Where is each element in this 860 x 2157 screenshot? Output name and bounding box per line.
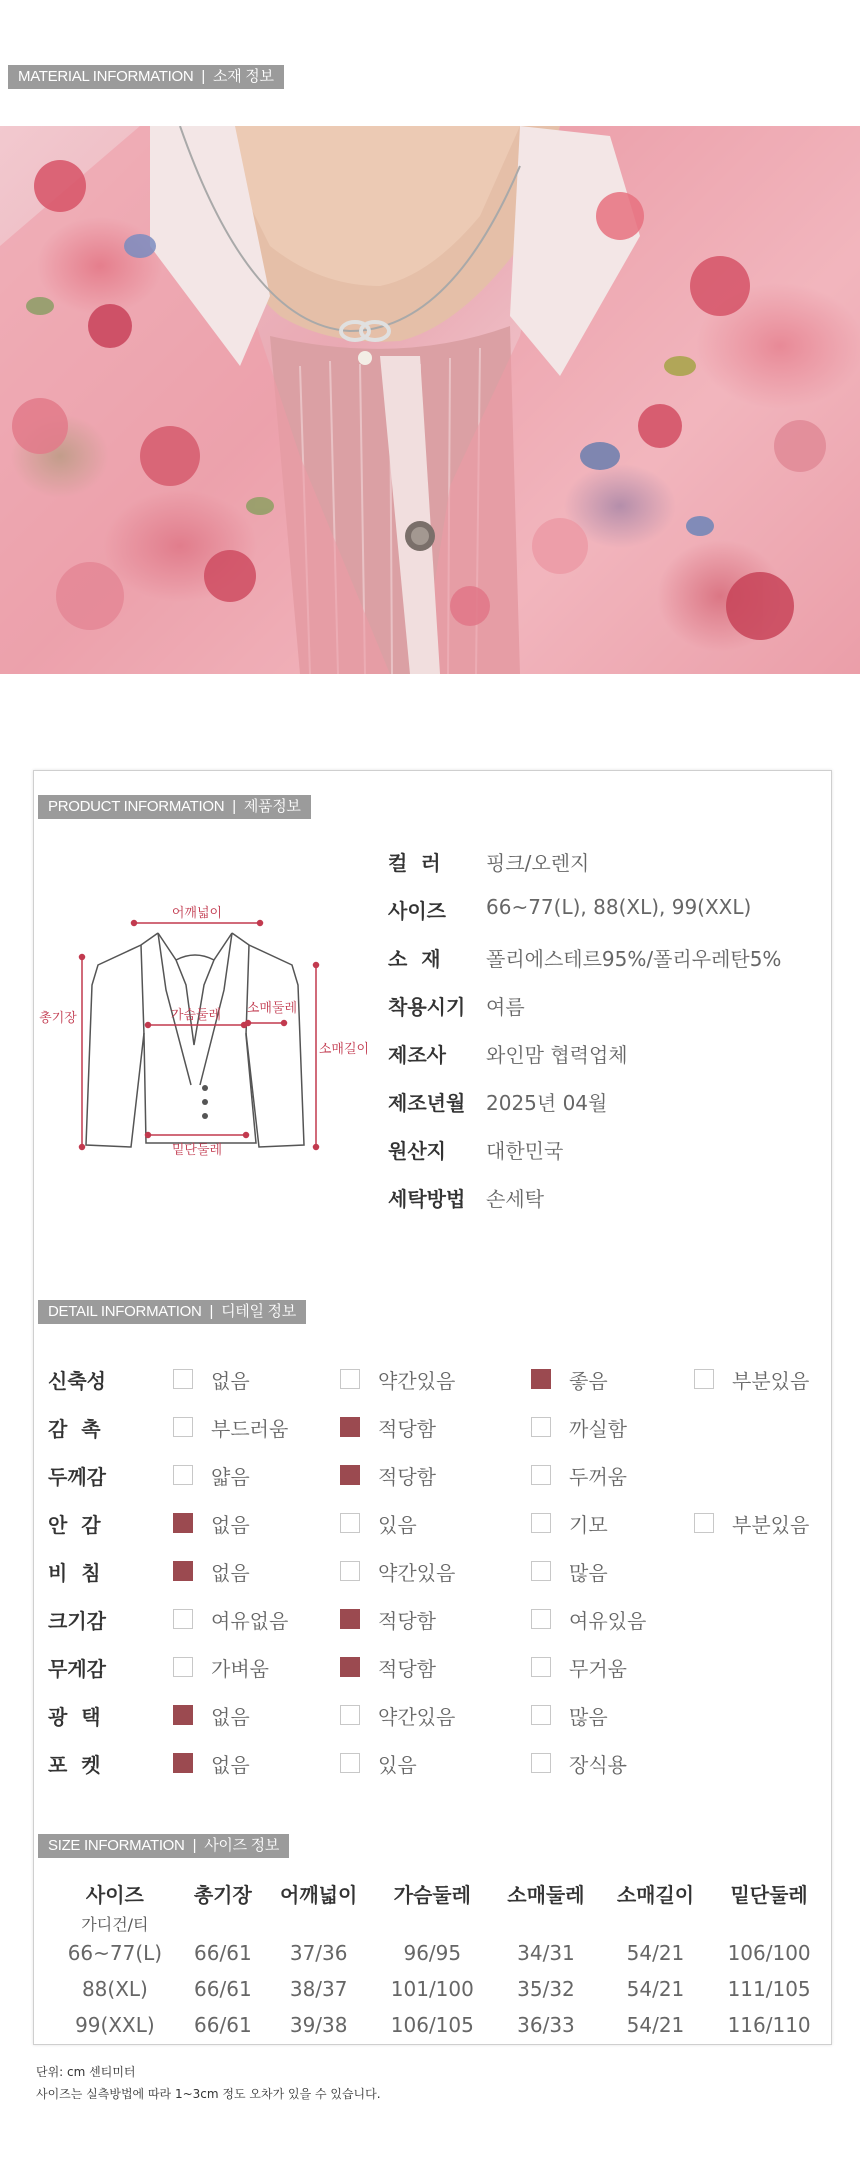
checkbox-checked xyxy=(340,1657,360,1677)
detail-option-label: 약간있음 xyxy=(378,1369,456,1393)
detail-tag-en: DETAIL INFORMATION xyxy=(48,1303,202,1320)
checkbox-unchecked xyxy=(531,1657,551,1677)
table-cell: 36/33 xyxy=(517,2013,575,2037)
checkbox-unchecked xyxy=(694,1369,714,1389)
table-cell: 38/37 xyxy=(289,1977,348,2001)
product-row-value: 여름 xyxy=(486,995,525,1019)
table-row xyxy=(48,1935,828,1971)
product-row-label: 세탁방법 xyxy=(388,1187,466,1211)
tag-separator: | xyxy=(192,1837,197,1854)
table-cell: 116/110 xyxy=(727,2013,811,2037)
detail-option-label: 많음 xyxy=(569,1705,608,1729)
size-col-header: 밑단둘레 xyxy=(730,1882,808,1907)
unit-note: 단위: cm 센티미터 xyxy=(36,2065,136,2079)
detail-option-label: 없음 xyxy=(211,1753,250,1777)
table-cell: 35/32 xyxy=(517,1977,575,2001)
table-cell: 106/100 xyxy=(727,1941,811,1965)
detail-option-label: 있음 xyxy=(378,1753,417,1777)
detail-option-label: 약간있음 xyxy=(378,1561,456,1585)
detail-row-label: 두께감 xyxy=(48,1465,106,1489)
checkbox-checked xyxy=(173,1513,193,1533)
detail-row-label: 안 감 xyxy=(48,1513,101,1537)
size-col-header: 가슴둘레 xyxy=(393,1882,471,1907)
table-cell: 96/95 xyxy=(403,1941,462,1965)
detail-option-label: 없음 xyxy=(211,1369,250,1393)
checkbox-checked xyxy=(173,1753,193,1773)
detail-option-label: 없음 xyxy=(211,1513,250,1537)
detail-row-label: 광 택 xyxy=(48,1705,101,1729)
checkbox-checked xyxy=(340,1465,360,1485)
size-table-subheader-row xyxy=(48,1912,828,1935)
material-info-tag xyxy=(8,65,284,89)
product-photo xyxy=(0,126,860,674)
checkbox-checked xyxy=(340,1609,360,1629)
detail-option-label: 없음 xyxy=(211,1561,250,1585)
detail-option-label: 부분있음 xyxy=(732,1513,810,1537)
tag-separator: | xyxy=(232,798,236,815)
checkbox-unchecked xyxy=(531,1705,551,1725)
detail-option-label: 여유있음 xyxy=(569,1609,647,1633)
detail-option-label: 부드러움 xyxy=(211,1417,289,1441)
detail-option-label: 좋음 xyxy=(569,1369,608,1393)
detail-option-label: 기모 xyxy=(569,1513,608,1537)
detail-row xyxy=(48,1461,828,1491)
table-cell: 99(XXL) xyxy=(75,2013,155,2037)
size-col-header: 어깨넓이 xyxy=(280,1882,358,1907)
diagram-total-length-label: 총기장 xyxy=(39,1011,77,1026)
detail-option-label: 적당함 xyxy=(378,1657,436,1681)
diagram-chest-label: 가슴둘레 xyxy=(170,1008,222,1023)
table-cell: 66/61 xyxy=(194,1977,252,2001)
detail-row xyxy=(48,1701,828,1731)
detail-tag-ko: 디테일 정보 xyxy=(221,1303,296,1320)
detail-row-label: 포 켓 xyxy=(48,1753,101,1777)
detail-option-label: 있음 xyxy=(378,1513,417,1537)
product-info-tag xyxy=(38,795,311,819)
diagram-shoulder-label: 어깨넓이 xyxy=(171,906,223,921)
detail-row xyxy=(48,1653,828,1683)
material-tag-ko: 소재 정보 xyxy=(213,68,274,85)
diagram-sleeve-circ-label: 소매둘레 xyxy=(246,1001,298,1016)
jacket-measurement-diagram xyxy=(36,885,376,1175)
checkbox-unchecked xyxy=(531,1753,551,1773)
checkbox-unchecked xyxy=(340,1513,360,1533)
detail-row xyxy=(48,1413,828,1443)
checkbox-unchecked xyxy=(531,1513,551,1533)
checkbox-unchecked xyxy=(531,1561,551,1581)
checkbox-checked xyxy=(340,1417,360,1437)
floral-blouse-illustration xyxy=(0,126,860,674)
product-row-value: 와인맘 협력업체 xyxy=(486,1043,628,1067)
diagram-hem-label: 밑단둘레 xyxy=(171,1143,223,1158)
detail-info-tag xyxy=(38,1300,306,1324)
product-row-label: 원산지 xyxy=(388,1139,446,1163)
detail-option-label: 까실함 xyxy=(569,1417,627,1441)
detail-option-label: 약간있음 xyxy=(378,1705,456,1729)
checkbox-unchecked xyxy=(340,1753,360,1773)
detail-option-label: 가벼움 xyxy=(211,1657,269,1681)
detail-option-label: 장식용 xyxy=(569,1753,627,1777)
product-row-value: 폴리에스테르95%/폴리우레탄5% xyxy=(486,947,782,971)
size-table xyxy=(48,1874,828,2043)
checkbox-unchecked xyxy=(173,1417,193,1437)
table-cell: 37/36 xyxy=(289,1941,348,1965)
checkbox-checked xyxy=(531,1369,551,1389)
checkbox-unchecked xyxy=(173,1609,193,1629)
checkbox-unchecked xyxy=(694,1513,714,1533)
diagram-sleeve-length-label: 소매길이 xyxy=(318,1042,370,1057)
product-row-value: 핑크/오렌지 xyxy=(486,851,590,875)
size-col-header: 소매길이 xyxy=(616,1882,695,1907)
table-cell: 54/21 xyxy=(626,2013,685,2037)
checkbox-unchecked xyxy=(531,1465,551,1485)
detail-row xyxy=(48,1605,828,1635)
detail-row xyxy=(48,1365,828,1395)
detail-row-label: 감 촉 xyxy=(48,1417,101,1441)
table-cell: 39/38 xyxy=(289,2013,348,2037)
product-row-label: 제조사 xyxy=(388,1043,446,1067)
table-row xyxy=(48,1971,828,2007)
product-row-label: 소 재 xyxy=(388,947,441,971)
table-cell: 88(XL) xyxy=(81,1977,148,2001)
checkbox-checked xyxy=(173,1561,193,1581)
detail-option-label: 적당함 xyxy=(378,1417,436,1441)
checkbox-unchecked xyxy=(340,1561,360,1581)
detail-row-label: 비 침 xyxy=(48,1561,101,1585)
table-cell: 66/61 xyxy=(194,2013,252,2037)
size-sub-header: 가디건/티 xyxy=(81,1915,149,1934)
detail-row-label: 크기감 xyxy=(48,1609,106,1633)
product-row-value: 66~77(L), 88(XL), 99(XXL) xyxy=(486,895,752,919)
checkbox-checked xyxy=(173,1705,193,1725)
detail-option-label: 많음 xyxy=(569,1561,608,1585)
detail-option-label: 두꺼움 xyxy=(569,1465,627,1489)
product-row-label: 제조년월 xyxy=(388,1091,466,1115)
checkbox-unchecked xyxy=(173,1465,193,1485)
product-tag-ko: 제품정보 xyxy=(243,798,301,815)
product-row-value: 대한민국 xyxy=(486,1139,564,1163)
detail-row xyxy=(48,1749,828,1779)
table-cell: 54/21 xyxy=(626,1977,685,2001)
product-tag-en: PRODUCT INFORMATION xyxy=(48,798,225,815)
table-cell: 66/61 xyxy=(194,1941,252,1965)
table-cell: 54/21 xyxy=(626,1941,685,1965)
size-col-header: 사이즈 xyxy=(85,1882,144,1907)
table-cell: 111/105 xyxy=(727,1977,811,2001)
detail-option-label: 부분있음 xyxy=(732,1369,810,1393)
detail-option-label: 무거움 xyxy=(569,1657,627,1681)
checkbox-unchecked xyxy=(340,1369,360,1389)
tag-separator: | xyxy=(209,1303,214,1320)
size-tag-en: SIZE INFORMATION xyxy=(48,1837,185,1854)
detail-row-label: 신축성 xyxy=(48,1369,106,1393)
product-row-value: 2025년 04월 xyxy=(486,1091,608,1115)
size-info-tag xyxy=(38,1834,289,1858)
product-row-value: 손세탁 xyxy=(486,1187,544,1211)
detail-option-label: 적당함 xyxy=(378,1465,436,1489)
product-row-label: 사이즈 xyxy=(388,899,446,923)
size-tag-ko: 사이즈 정보 xyxy=(204,1837,280,1854)
table-cell: 106/105 xyxy=(390,2013,474,2037)
detail-option-label: 여유없음 xyxy=(211,1609,289,1633)
detail-option-label: 없음 xyxy=(211,1705,250,1729)
detail-option-label: 얇음 xyxy=(211,1465,250,1489)
material-tag-en: MATERIAL INFORMATION xyxy=(18,68,194,85)
detail-row xyxy=(48,1509,828,1539)
detail-row-label: 무게감 xyxy=(48,1657,106,1681)
size-col-header: 소매둘레 xyxy=(507,1882,585,1907)
checkbox-unchecked xyxy=(173,1369,193,1389)
table-row xyxy=(48,2007,828,2043)
tolerance-note: 사이즈는 실측방법에 따라 1~3cm 정도 오차가 있을 수 있습니다. xyxy=(36,2087,381,2101)
checkbox-unchecked xyxy=(531,1609,551,1629)
table-cell: 66~77(L) xyxy=(67,1941,163,1965)
table-cell: 34/31 xyxy=(517,1941,575,1965)
checkbox-unchecked xyxy=(173,1657,193,1677)
empty-cell xyxy=(182,1912,828,1935)
size-table-header-row xyxy=(48,1874,828,1912)
checkbox-unchecked xyxy=(531,1417,551,1437)
size-col-header: 총기장 xyxy=(193,1882,252,1907)
product-row-label: 착용시기 xyxy=(388,995,466,1019)
product-row-label: 컬 러 xyxy=(388,851,441,875)
detail-row xyxy=(48,1557,828,1587)
table-cell: 101/100 xyxy=(390,1977,474,2001)
detail-option-label: 적당함 xyxy=(378,1609,436,1633)
tag-separator: | xyxy=(201,68,206,85)
checkbox-unchecked xyxy=(340,1705,360,1725)
